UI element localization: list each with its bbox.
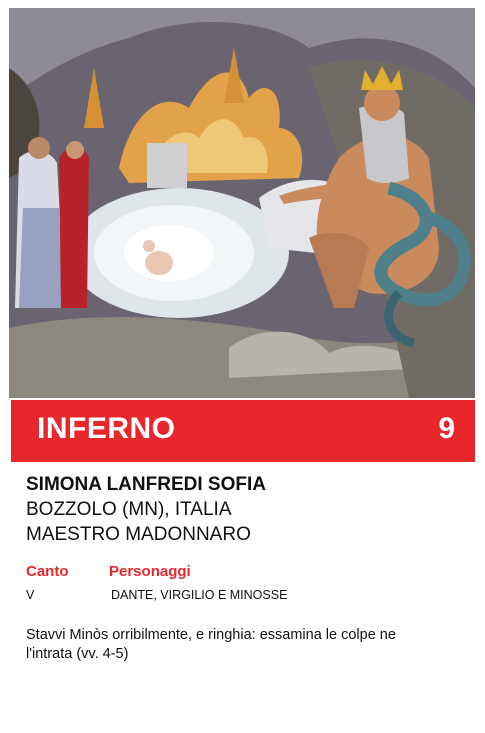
title-banner xyxy=(11,400,475,462)
card xyxy=(9,8,475,725)
author-location: BOZZOLO (MN), ITALIA xyxy=(26,499,232,520)
canto-label: Canto xyxy=(26,563,69,580)
minos-head xyxy=(364,85,400,121)
dante-head xyxy=(66,141,84,159)
soul-head xyxy=(143,240,155,252)
canto-value: V xyxy=(26,588,35,602)
artwork-illustration xyxy=(9,8,475,398)
dante-figure xyxy=(59,147,89,308)
virgilio-robe-shade xyxy=(19,208,63,308)
quote-text: Stavvi Minòs orribilmente, e ringhia: essamina le colpe ne l'intrata (vv. 4-5) xyxy=(26,627,396,662)
whirlwind-inner xyxy=(124,225,214,281)
virgilio-head xyxy=(28,137,50,159)
personaggi-value: DANTE, VIRGILIO E MINOSSE xyxy=(111,588,288,602)
banner-title: INFERNO xyxy=(37,412,176,445)
stone-block xyxy=(147,143,187,188)
card-number: 9 xyxy=(438,412,455,445)
author-role: MAESTRO MADONNARO xyxy=(26,524,251,545)
artwork xyxy=(9,8,475,398)
personaggi-label: Personaggi xyxy=(109,563,191,580)
author-name: SIMONA LANFREDI SOFIA xyxy=(26,474,266,495)
soul-figure xyxy=(145,251,173,275)
